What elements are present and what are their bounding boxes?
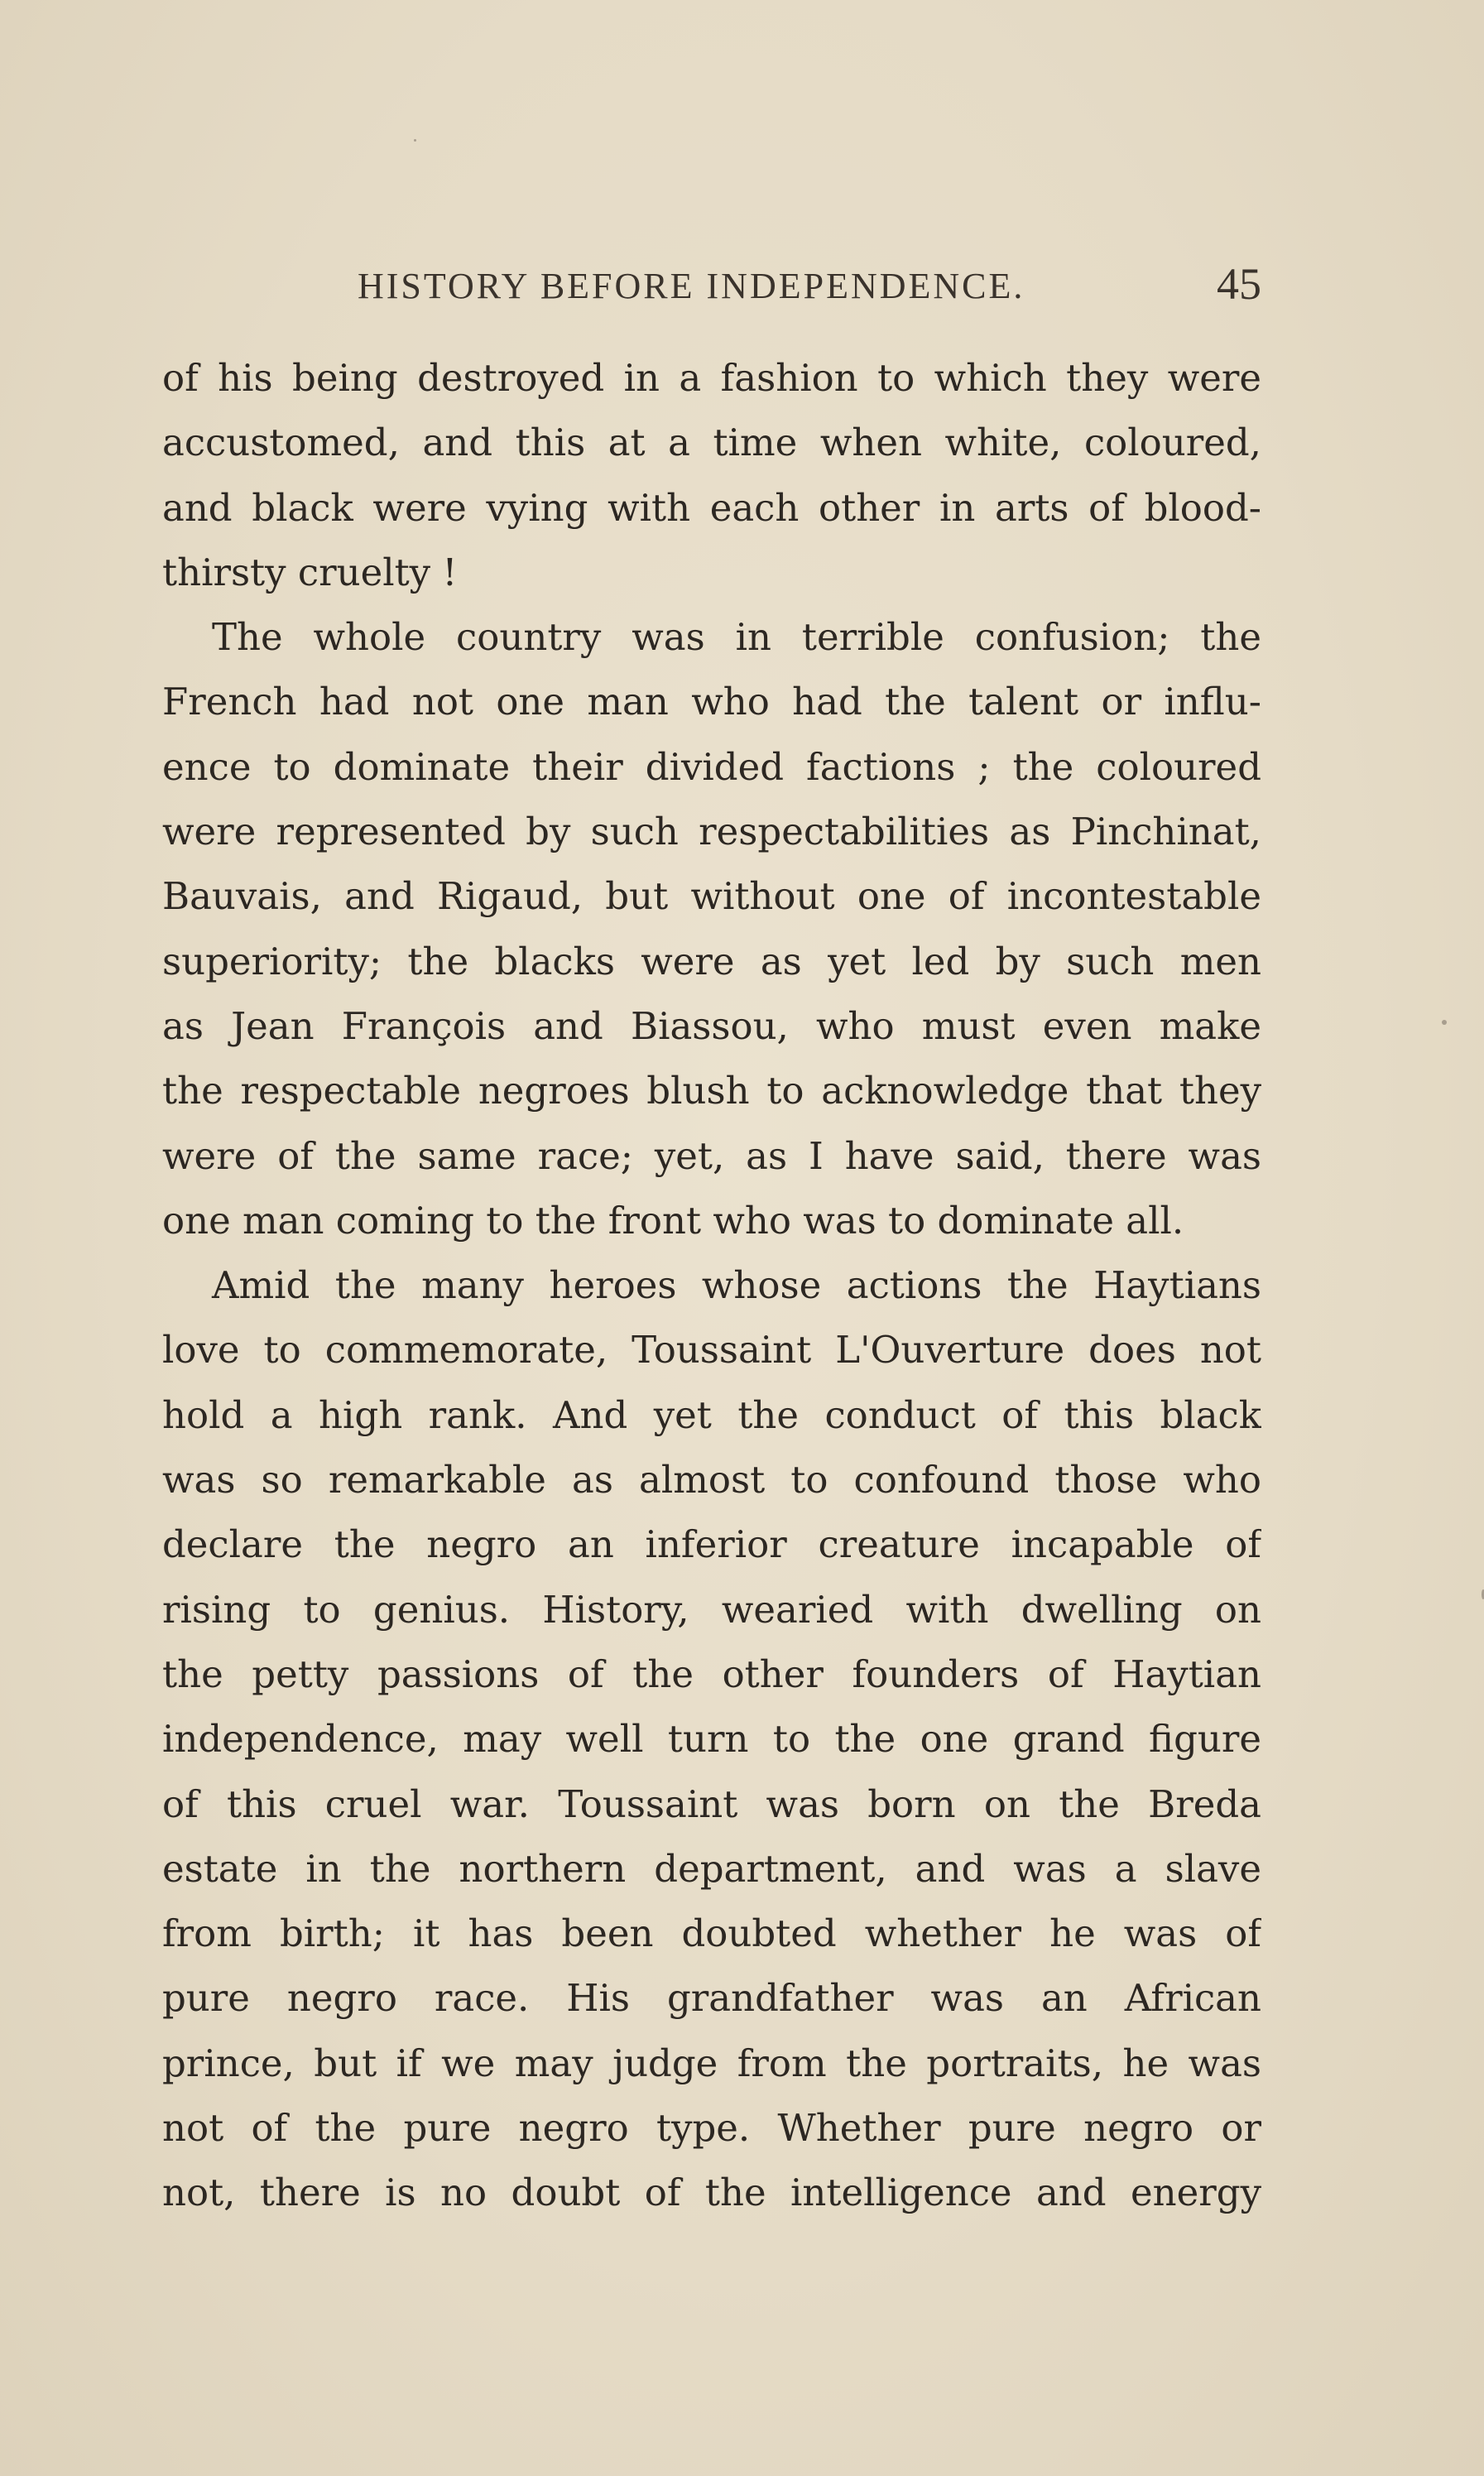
page-number: 45 xyxy=(1217,259,1261,309)
running-head-title: HISTORY BEFORE INDEPENDENCE. xyxy=(358,266,1025,306)
text-line: not of the pure negro type. Whether pure negro or xyxy=(162,2106,1261,2151)
body-text xyxy=(162,346,1261,2226)
text-line: from birth; it has been doubted whether he was of xyxy=(162,1911,1261,1956)
text-line: the respectable negroes blush to acknowledge that they xyxy=(162,1069,1261,1113)
text-line: superiority; the blacks were as yet led by such men xyxy=(162,939,1261,983)
text-line: love to commemorate, Toussaint L'Ouverture does not xyxy=(162,1328,1261,1373)
text-line: ence to dominate their divided factions ; the coloured xyxy=(162,744,1261,789)
text-line: not, there is no doubt of the intelligence and energy xyxy=(162,2171,1261,2215)
text-line: one man coming to the front who was to dominate all. xyxy=(162,1198,1184,1243)
text-line: and black were vying with each other in arts of blood- xyxy=(162,485,1261,530)
text-line: were represented by such respectabilities as Pinchinat, xyxy=(162,810,1261,854)
text-line: rising to genius. History, wearied with dwelling on xyxy=(162,1587,1261,1632)
text-line: pure negro race. His grandfather was an African xyxy=(162,1976,1261,2021)
running-head xyxy=(162,255,1261,313)
text-line: of his being destroyed in a fashion to which they were xyxy=(162,356,1261,400)
text-line: Amid the many heroes whose actions the Haytians xyxy=(212,1263,1261,1308)
paper-speck xyxy=(1442,1020,1447,1025)
text-line: French had not one man who had the talent or influ- xyxy=(162,680,1261,724)
text-line: declare the negro an inferior creature incapable of xyxy=(162,1522,1261,1567)
text-line: as Jean François and Biassou, who must even make xyxy=(162,1003,1261,1048)
text-line: accustomed, and this at a time when white, coloured, xyxy=(162,421,1261,465)
text-line: thirsty cruelty ! xyxy=(162,550,458,594)
text-line: of this cruel war. Toussaint was born on the Breda xyxy=(162,1781,1261,1826)
text-line: the petty passions of the other founders of Haytian xyxy=(162,1651,1261,1696)
text-line: prince, but if we may judge from the portraits, he was xyxy=(162,2041,1261,2085)
paper-speck xyxy=(414,139,416,142)
text-line: estate in the northern department, and was a slave xyxy=(162,1846,1261,1891)
text-line: independence, may well turn to the one grand figure xyxy=(162,1717,1261,1762)
text-line: The whole country was in terrible confusion; the xyxy=(212,615,1261,660)
text-line: were of the same race; yet, as I have said, there was xyxy=(162,1133,1261,1178)
text-line: hold a high rank. And yet the conduct of this black xyxy=(162,1392,1261,1437)
text-line: was so remarkable as almost to confound those who xyxy=(162,1458,1261,1502)
text-line: Bauvais, and Rigaud, but without one of incontestable xyxy=(162,874,1261,919)
